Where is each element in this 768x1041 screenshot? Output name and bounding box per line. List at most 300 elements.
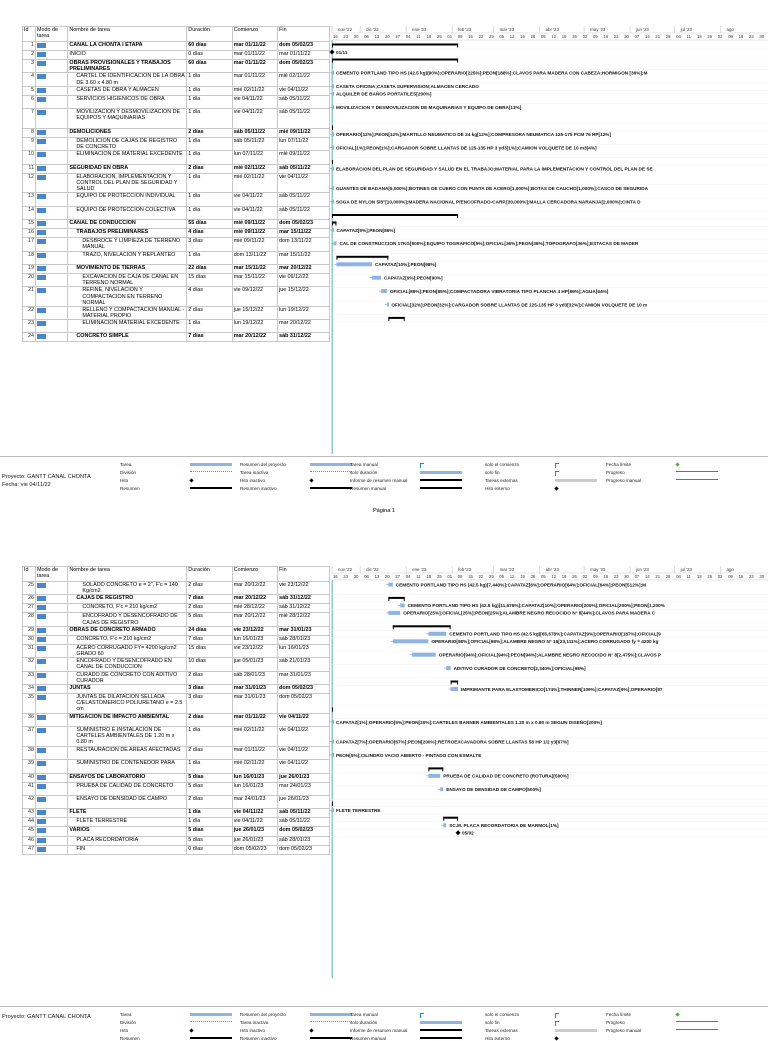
column-header-id: Id — [23, 567, 36, 582]
row-id: 43 — [23, 809, 36, 818]
legend-entry: solo duración — [350, 1020, 378, 1025]
table-row[interactable] — [23, 644, 330, 657]
table-row[interactable] — [23, 238, 330, 251]
task-bar — [388, 583, 392, 587]
table-row[interactable] — [23, 827, 330, 836]
legend-entry: Hito inactivo — [240, 1028, 266, 1033]
row-id: 8 — [23, 128, 36, 137]
task-mode-icon — [37, 810, 46, 815]
task-name: RESTAURACION DE AREAS AFECTADAS — [68, 746, 187, 759]
task-finish: mar 20/12/22 — [278, 320, 330, 333]
timescale-day: 01 — [447, 574, 453, 579]
legend-entry: Resumen del proyecto — [240, 1012, 286, 1017]
task-name: SUMINISTRO E INSTALACION DE CARTELES AMBIENTALES DE 1.20 m x 0.80 m — [68, 727, 187, 747]
table-row[interactable] — [23, 206, 330, 219]
timescale-month: jun '23 — [636, 567, 649, 572]
task-duration: 15 días — [187, 274, 232, 287]
task-name: CAJAS DE REGISTRO — [68, 595, 187, 604]
task-finish: mar 24/01/23 — [278, 782, 330, 795]
task-duration: 1 día — [187, 193, 232, 206]
task-start: mar 31/01/23 — [232, 694, 277, 714]
task-mode-icon — [37, 139, 46, 144]
task-duration: 2 días — [187, 746, 232, 759]
legend-entry: Hito inactivo — [240, 478, 266, 483]
task-mode — [35, 137, 67, 150]
task-mode-icon — [37, 673, 46, 678]
table-row[interactable] — [23, 685, 330, 694]
timescale-day: 23 — [343, 34, 349, 39]
task-name: MOVIMIENTO DE TIERRAS — [68, 265, 187, 274]
timescale-day: 19 — [561, 34, 567, 39]
task-finish: sáb 05/11/22 — [278, 193, 330, 206]
task-mode — [35, 809, 67, 818]
column-header-finish: Fin — [278, 27, 330, 42]
task-mode-icon — [37, 659, 46, 664]
row-id: 6 — [23, 95, 36, 108]
task-bar — [428, 632, 446, 636]
task-mode — [35, 760, 67, 773]
summary-bar-end — [404, 597, 405, 601]
task-finish: mié 02/11/22 — [278, 73, 330, 86]
table-row[interactable] — [23, 782, 330, 795]
timescale-day: 26 — [572, 574, 577, 579]
task-name: ELIMINACION MATERIAL EXCEDENTE — [68, 320, 187, 333]
timescale-day: 09 — [728, 34, 733, 39]
table-row[interactable] — [23, 604, 330, 613]
task-name: CONCRETO SIMPLE — [68, 333, 187, 342]
timescale-day: 22 — [478, 34, 484, 39]
task-start: mar 20/12/22 — [232, 613, 277, 626]
timescale-day: 06 — [364, 574, 369, 579]
legend-entry: Fecha límite — [606, 462, 632, 467]
task-mode-icon — [37, 288, 46, 293]
project-label: Proyecto: GANTT CANAL CHONTA — [2, 474, 91, 480]
task-name: REFINE, NIVELACION Y COMPACTACION EN TERRENO NORMAL — [68, 287, 187, 306]
task-duration: 2 días — [187, 671, 232, 684]
task-name: CANAL DE CONDUCCION — [68, 220, 187, 229]
timescale-day: 26 — [572, 34, 577, 39]
task-mode — [35, 604, 67, 613]
timescale-month: ene '23 — [412, 567, 427, 572]
legend-symbol — [190, 463, 232, 466]
task-bar — [393, 639, 429, 643]
legend-entry: solo fin — [485, 470, 500, 475]
task-start: mar 15/11/22 — [232, 274, 277, 287]
table-row[interactable] — [23, 164, 330, 173]
task-start: vie 04/11/22 — [232, 818, 277, 827]
task-mode — [35, 173, 67, 193]
task-rows-2 — [23, 582, 330, 855]
task-resource-label: GUANTES DE BADANA[5,000%];BOTINES DE CUERO CON PUNTA DE ACERO[1,000%];BOTAS DE CAUCHO[1,000%];CASCO DE SEGURIDA — [336, 186, 649, 191]
task-resource-label: CAPATAZ[10%];PEON[98%] — [375, 262, 437, 268]
legend-symbol — [675, 1012, 679, 1016]
task-finish: lun 19/12/22 — [278, 306, 330, 319]
task-name: FLETE — [68, 809, 187, 818]
task-bar — [332, 132, 334, 136]
legend-symbol — [676, 1029, 718, 1030]
task-finish: mar 20/12/22 — [278, 265, 330, 274]
task-finish: mié 28/12/22 — [278, 613, 330, 626]
legend-entry: Fecha límite — [606, 1012, 632, 1017]
table-row[interactable] — [23, 773, 330, 782]
task-bar — [332, 167, 334, 171]
milestone-diamond — [456, 830, 461, 835]
legend-entry: Informe de resumen manual — [350, 478, 408, 483]
task-mode-icon — [37, 819, 46, 824]
timescale-month: may '23 — [590, 27, 606, 32]
timescale-month: feb '23 — [458, 567, 472, 572]
task-mode-icon — [37, 275, 46, 280]
task-mode-icon — [37, 715, 46, 720]
timescale-day: 19 — [561, 574, 567, 579]
task-duration: 2 días — [187, 582, 232, 595]
timescale-day: 04 — [405, 574, 411, 579]
timescale-month: ago — [726, 27, 734, 32]
legend-symbol — [189, 478, 193, 482]
task-finish: mar 15/11/22 — [278, 251, 330, 264]
timescale-month: jul '23 — [680, 567, 692, 572]
column-header-duration: Duración — [187, 567, 232, 582]
task-mode-icon — [37, 838, 46, 843]
table-row[interactable] — [23, 86, 330, 95]
task-start: lun 19/12/22 — [232, 320, 277, 333]
table-row[interactable] — [23, 251, 330, 264]
task-name: SEGURIDAD EN OBRA — [68, 164, 187, 173]
task-name: PLACA RECORDATORIA — [68, 836, 187, 845]
table-row[interactable] — [23, 173, 330, 193]
task-mode-icon — [37, 614, 46, 619]
task-resource-label: CAPATAZ[7%];OPERARIO[67%];PEON[200%];RETROEXCAVADORA SOBRE LLANTAS 58 HP 1/2 y3[67%] — [336, 739, 569, 745]
task-name: PRUEBA DE CALIDAD DE CONCRETO — [68, 782, 187, 795]
timescale-month: ago — [726, 567, 734, 572]
task-resource-label: CEMENTO PORTLAND TIPO HS (42.5 kg)(90%);OPERARIO[225%];PEON[188%];CLAVOS PARA MADERA CON CABEZA;HORMIGON [36%];M — [336, 70, 648, 76]
legend-entry: Hito — [120, 1028, 129, 1033]
task-name: FIN — [68, 845, 187, 854]
legend-entry: Tareas externas — [485, 1028, 518, 1033]
task-finish: dom 05/02/23 — [278, 220, 330, 229]
table-row[interactable] — [23, 229, 330, 238]
timescale-day: 07 — [634, 34, 640, 39]
summary-bar — [332, 214, 458, 216]
task-bar — [332, 740, 334, 744]
legend-symbol — [555, 1013, 559, 1018]
timescale-day: 23 — [613, 574, 619, 579]
table-row[interactable] — [23, 809, 330, 818]
table-header — [23, 27, 330, 42]
table-row[interactable] — [23, 635, 330, 644]
task-mode-icon — [37, 194, 46, 199]
task-rows-1 — [23, 42, 330, 342]
timescale-day: 05 — [541, 34, 546, 39]
legend-symbol — [676, 471, 718, 472]
task-finish: jue 26/01/23 — [278, 773, 330, 782]
summary-bar-end — [457, 817, 458, 821]
table-row[interactable] — [23, 713, 330, 726]
table-row[interactable] — [23, 795, 330, 808]
task-mode-icon — [37, 130, 46, 135]
table-row[interactable] — [23, 595, 330, 604]
task-finish: sáb 21/01/23 — [278, 658, 330, 671]
table-row[interactable] — [23, 287, 330, 306]
table-header — [23, 567, 330, 582]
gantt-sheet-2 — [22, 566, 768, 978]
timescale-month: jul '23 — [680, 27, 692, 32]
timescale-day: 05 — [499, 574, 505, 579]
table-row[interactable] — [23, 137, 330, 150]
task-finish: dom 05/02/23 — [278, 685, 330, 694]
task-resource-label: OPERARIO[25%];OFICIAL[25%];PEON[25%];ALAMBRE NEGRO RECOCIDO N° 8[44%];CLAVOS PARA MADERA C — [403, 610, 656, 616]
task-resource-label: PEON[5%];CILINDRO VACIO ABIERTO - PINTADO CON ESMALTE — [336, 752, 482, 758]
table-row[interactable] — [23, 128, 330, 137]
timescale-month: nov '22 — [338, 27, 353, 32]
timescale-month: may '23 — [590, 567, 606, 572]
legend-entry: Resumen — [120, 1036, 140, 1041]
task-mode-icon — [37, 152, 46, 157]
page-number: Página 1 — [372, 508, 396, 514]
task-table-1 — [22, 26, 330, 342]
table-row[interactable] — [23, 265, 330, 274]
task-start: sáb 28/01/23 — [232, 671, 277, 684]
timescale-day: 12 — [551, 574, 557, 579]
table-row[interactable] — [23, 151, 330, 164]
task-duration: 2 días — [187, 128, 232, 137]
task-finish: sáb 28/01/23 — [278, 635, 330, 644]
summary-bar-start — [443, 817, 444, 821]
task-finish: mar 15/11/22 — [278, 229, 330, 238]
gantt-svg — [332, 566, 768, 978]
summary-bar-end — [404, 317, 405, 321]
summary-bar-start — [393, 625, 394, 629]
table-row[interactable] — [23, 746, 330, 759]
legend-symbol — [676, 1021, 718, 1022]
table-row[interactable] — [23, 320, 330, 333]
task-duration: 1 día — [187, 251, 232, 264]
timescale-month: abr '23 — [545, 567, 559, 572]
legend-symbol — [554, 486, 558, 490]
task-mode — [35, 595, 67, 604]
table-row[interactable] — [23, 95, 330, 108]
row-id: 28 — [23, 613, 36, 626]
timescale-day: 09 — [593, 574, 598, 579]
timescale-day: 18 — [426, 574, 432, 579]
task-finish: sáb 05/11/22 — [278, 206, 330, 219]
task-mode — [35, 694, 67, 714]
table-row[interactable] — [23, 274, 330, 287]
summary-bar — [451, 681, 458, 683]
timescale-day: 21 — [655, 574, 661, 579]
row-id: 30 — [23, 635, 36, 644]
timescale-day: 02 — [582, 574, 588, 579]
task-start: mar 31/01/23 — [232, 685, 277, 694]
task-name: CARTEL DE IDENTIFICACION DE LA OBRA DE 3.60 x 4.80 m — [68, 73, 187, 86]
milestone-diamond — [330, 50, 335, 55]
timescale-day: 30 — [759, 34, 765, 39]
task-duration: 4 días — [187, 287, 232, 306]
legend-entry: Progreso — [606, 1020, 625, 1025]
timescale-day: 13 — [374, 34, 380, 39]
task-duration: 7 días — [187, 635, 232, 644]
task-mode — [35, 220, 67, 229]
task-bar — [446, 666, 450, 670]
task-finish: sáb 31/12/22 — [278, 604, 330, 613]
table-row[interactable] — [23, 694, 330, 714]
summary-bar-start — [332, 44, 333, 48]
table-row[interactable] — [23, 51, 330, 60]
task-start: mié 02/11/22 — [232, 164, 277, 173]
legend-symbol — [420, 1037, 462, 1039]
legend-symbol — [420, 463, 424, 468]
row-id: 18 — [23, 251, 36, 264]
timescale-day: 16 — [333, 34, 338, 39]
task-resource-label: CASETA OFICINA;CASETA SUPERVISION;ALMACEN CERCADO — [336, 84, 479, 90]
table-row[interactable] — [23, 836, 330, 845]
summary-bar — [393, 625, 451, 627]
row-id: 22 — [23, 306, 36, 319]
timescale-day: 23 — [343, 574, 349, 579]
row-id: 45 — [23, 827, 36, 836]
table-row[interactable] — [23, 671, 330, 684]
task-finish: vie 04/11/22 — [278, 86, 330, 95]
task-name: FLETE TERRESTRE — [68, 818, 187, 827]
task-bar — [428, 774, 440, 778]
task-mode — [35, 746, 67, 759]
task-duration: 5 días — [187, 827, 232, 836]
task-mode-icon — [37, 628, 46, 633]
row-id: 12 — [23, 173, 36, 193]
task-duration: 1 día — [187, 95, 232, 108]
summary-bar-start — [332, 59, 333, 63]
timescale-day: 19 — [520, 34, 525, 39]
legend-entry: solo duración — [350, 470, 378, 475]
task-duration: 3 días — [187, 238, 232, 251]
task-name: RELLENO Y COMPACTACION MANUAL - MATERIAL PROPIO — [68, 306, 187, 319]
task-start: mié 09/11/22 — [232, 238, 277, 251]
task-finish: dom 05/02/23 — [278, 845, 330, 854]
table-row[interactable] — [23, 626, 330, 635]
task-bar — [400, 603, 404, 607]
table-row[interactable] — [23, 42, 330, 51]
legend-entry: Tarea manual — [350, 462, 378, 467]
table-row[interactable] — [23, 845, 330, 854]
task-duration: 5 días — [187, 782, 232, 795]
table-row[interactable] — [23, 193, 330, 206]
task-resource-label: ENSAYO DE DENSIDAD DE CAMPO[500%] — [446, 787, 541, 793]
timescale-day: 06 — [364, 34, 369, 39]
timescale-month: jun '23 — [636, 27, 649, 32]
summary-bar-end — [387, 256, 388, 260]
task-duration: 1 día — [187, 173, 232, 193]
table-row[interactable] — [23, 658, 330, 671]
task-mode-icon — [37, 166, 46, 171]
table-row[interactable] — [23, 818, 330, 827]
summary-bar-end — [457, 59, 458, 63]
legend-symbol — [676, 479, 718, 480]
table-row[interactable] — [23, 760, 330, 773]
row-id: 36 — [23, 713, 36, 726]
task-name: ELIMINACION DE MATERIAL EXCEDENTE — [68, 151, 187, 164]
task-start: jue 15/12/22 — [232, 306, 277, 319]
gantt-sheet-1 — [22, 26, 768, 454]
task-start: dom 13/11/22 — [232, 251, 277, 264]
task-duration: 1 día — [187, 727, 232, 747]
task-start: mar 01/11/22 — [232, 73, 277, 86]
task-mode-icon — [37, 605, 46, 610]
task-mode — [35, 626, 67, 635]
legend-symbol — [555, 471, 559, 476]
legend-symbol — [555, 1029, 597, 1032]
summary-bar-end — [332, 126, 333, 130]
row-id: 23 — [23, 320, 36, 333]
summary-bar — [332, 59, 458, 61]
task-mode — [35, 95, 67, 108]
table-row[interactable] — [23, 727, 330, 747]
row-id: 39 — [23, 760, 36, 773]
table-row[interactable] — [23, 220, 330, 229]
task-mode — [35, 287, 67, 306]
task-mode — [35, 836, 67, 845]
timescale-day: 04 — [676, 34, 681, 39]
legend-symbol — [190, 471, 232, 473]
legend-entry: Resumen manual — [350, 1036, 387, 1041]
task-bar — [443, 823, 446, 827]
timescale-day: 25 — [437, 574, 442, 579]
timescale-day: 16 — [603, 574, 609, 579]
legend-symbol — [309, 478, 313, 482]
timescale-day: 23 — [749, 34, 754, 39]
column-header-start: Comienzo — [232, 567, 277, 582]
legend-separator-2 — [0, 1006, 768, 1007]
table-row[interactable] — [23, 109, 330, 129]
task-mode-icon — [37, 784, 46, 789]
table-row[interactable] — [23, 333, 330, 342]
task-duration: 2 días — [187, 306, 232, 319]
task-bar — [332, 105, 334, 109]
task-bar — [451, 687, 458, 691]
task-start: vie 04/11/22 — [232, 809, 277, 818]
timescale-day: 29 — [489, 574, 494, 579]
table-row[interactable] — [23, 582, 330, 595]
table-row[interactable] — [23, 613, 330, 626]
timescale-day: 27 — [395, 34, 401, 39]
task-resource-label: CAPATAZ[1%];OPERARIO[5%];PEON[20%];CARTELES BANNER AMBIENTALES 1.20 m x 0.80 m SEGUN DISEÑO[200%] — [336, 719, 602, 725]
task-mode-icon — [37, 110, 46, 115]
table-row[interactable] — [23, 60, 330, 73]
task-finish: sáb 05/11/22 — [278, 164, 330, 173]
legend-symbol — [554, 1036, 558, 1040]
task-resource-label: IMPRIMANTE PARA ELASTOMERICO[174%];THINNER[109%];CAPATAZ[9%];OPERARIO[87 — [461, 686, 663, 692]
timescale-day: 16 — [333, 574, 338, 579]
task-name: DEMOLICION DE CAJAS DE REGISTRO DE CONCRETO — [68, 137, 187, 150]
task-mode-icon — [37, 847, 46, 852]
task-mode-icon — [37, 748, 46, 753]
legend-symbol — [190, 1037, 232, 1039]
legend-entry: Hito — [120, 478, 129, 483]
task-bar — [332, 146, 334, 150]
task-duration: 1 día — [187, 760, 232, 773]
table-row[interactable] — [23, 73, 330, 86]
task-mode — [35, 73, 67, 86]
task-duration: 1 día — [187, 73, 232, 86]
row-id: 1 — [23, 42, 36, 51]
task-mode — [35, 713, 67, 726]
row-id: 37 — [23, 727, 36, 747]
timescale-day: 22 — [478, 574, 484, 579]
legend-entry: solo el comienzo — [485, 1012, 520, 1017]
table-row[interactable] — [23, 306, 330, 319]
task-resource-label: CEMENTO PORTLAND TIPO HS (42.5 kg)[7,440%];CAPATAZ[6%];OPERARIO[64%];OFICIAL[64%];PEON[512%];M — [395, 582, 647, 588]
task-duration: 2 días — [187, 604, 232, 613]
legend-entry: Tarea inactiva — [240, 470, 269, 475]
